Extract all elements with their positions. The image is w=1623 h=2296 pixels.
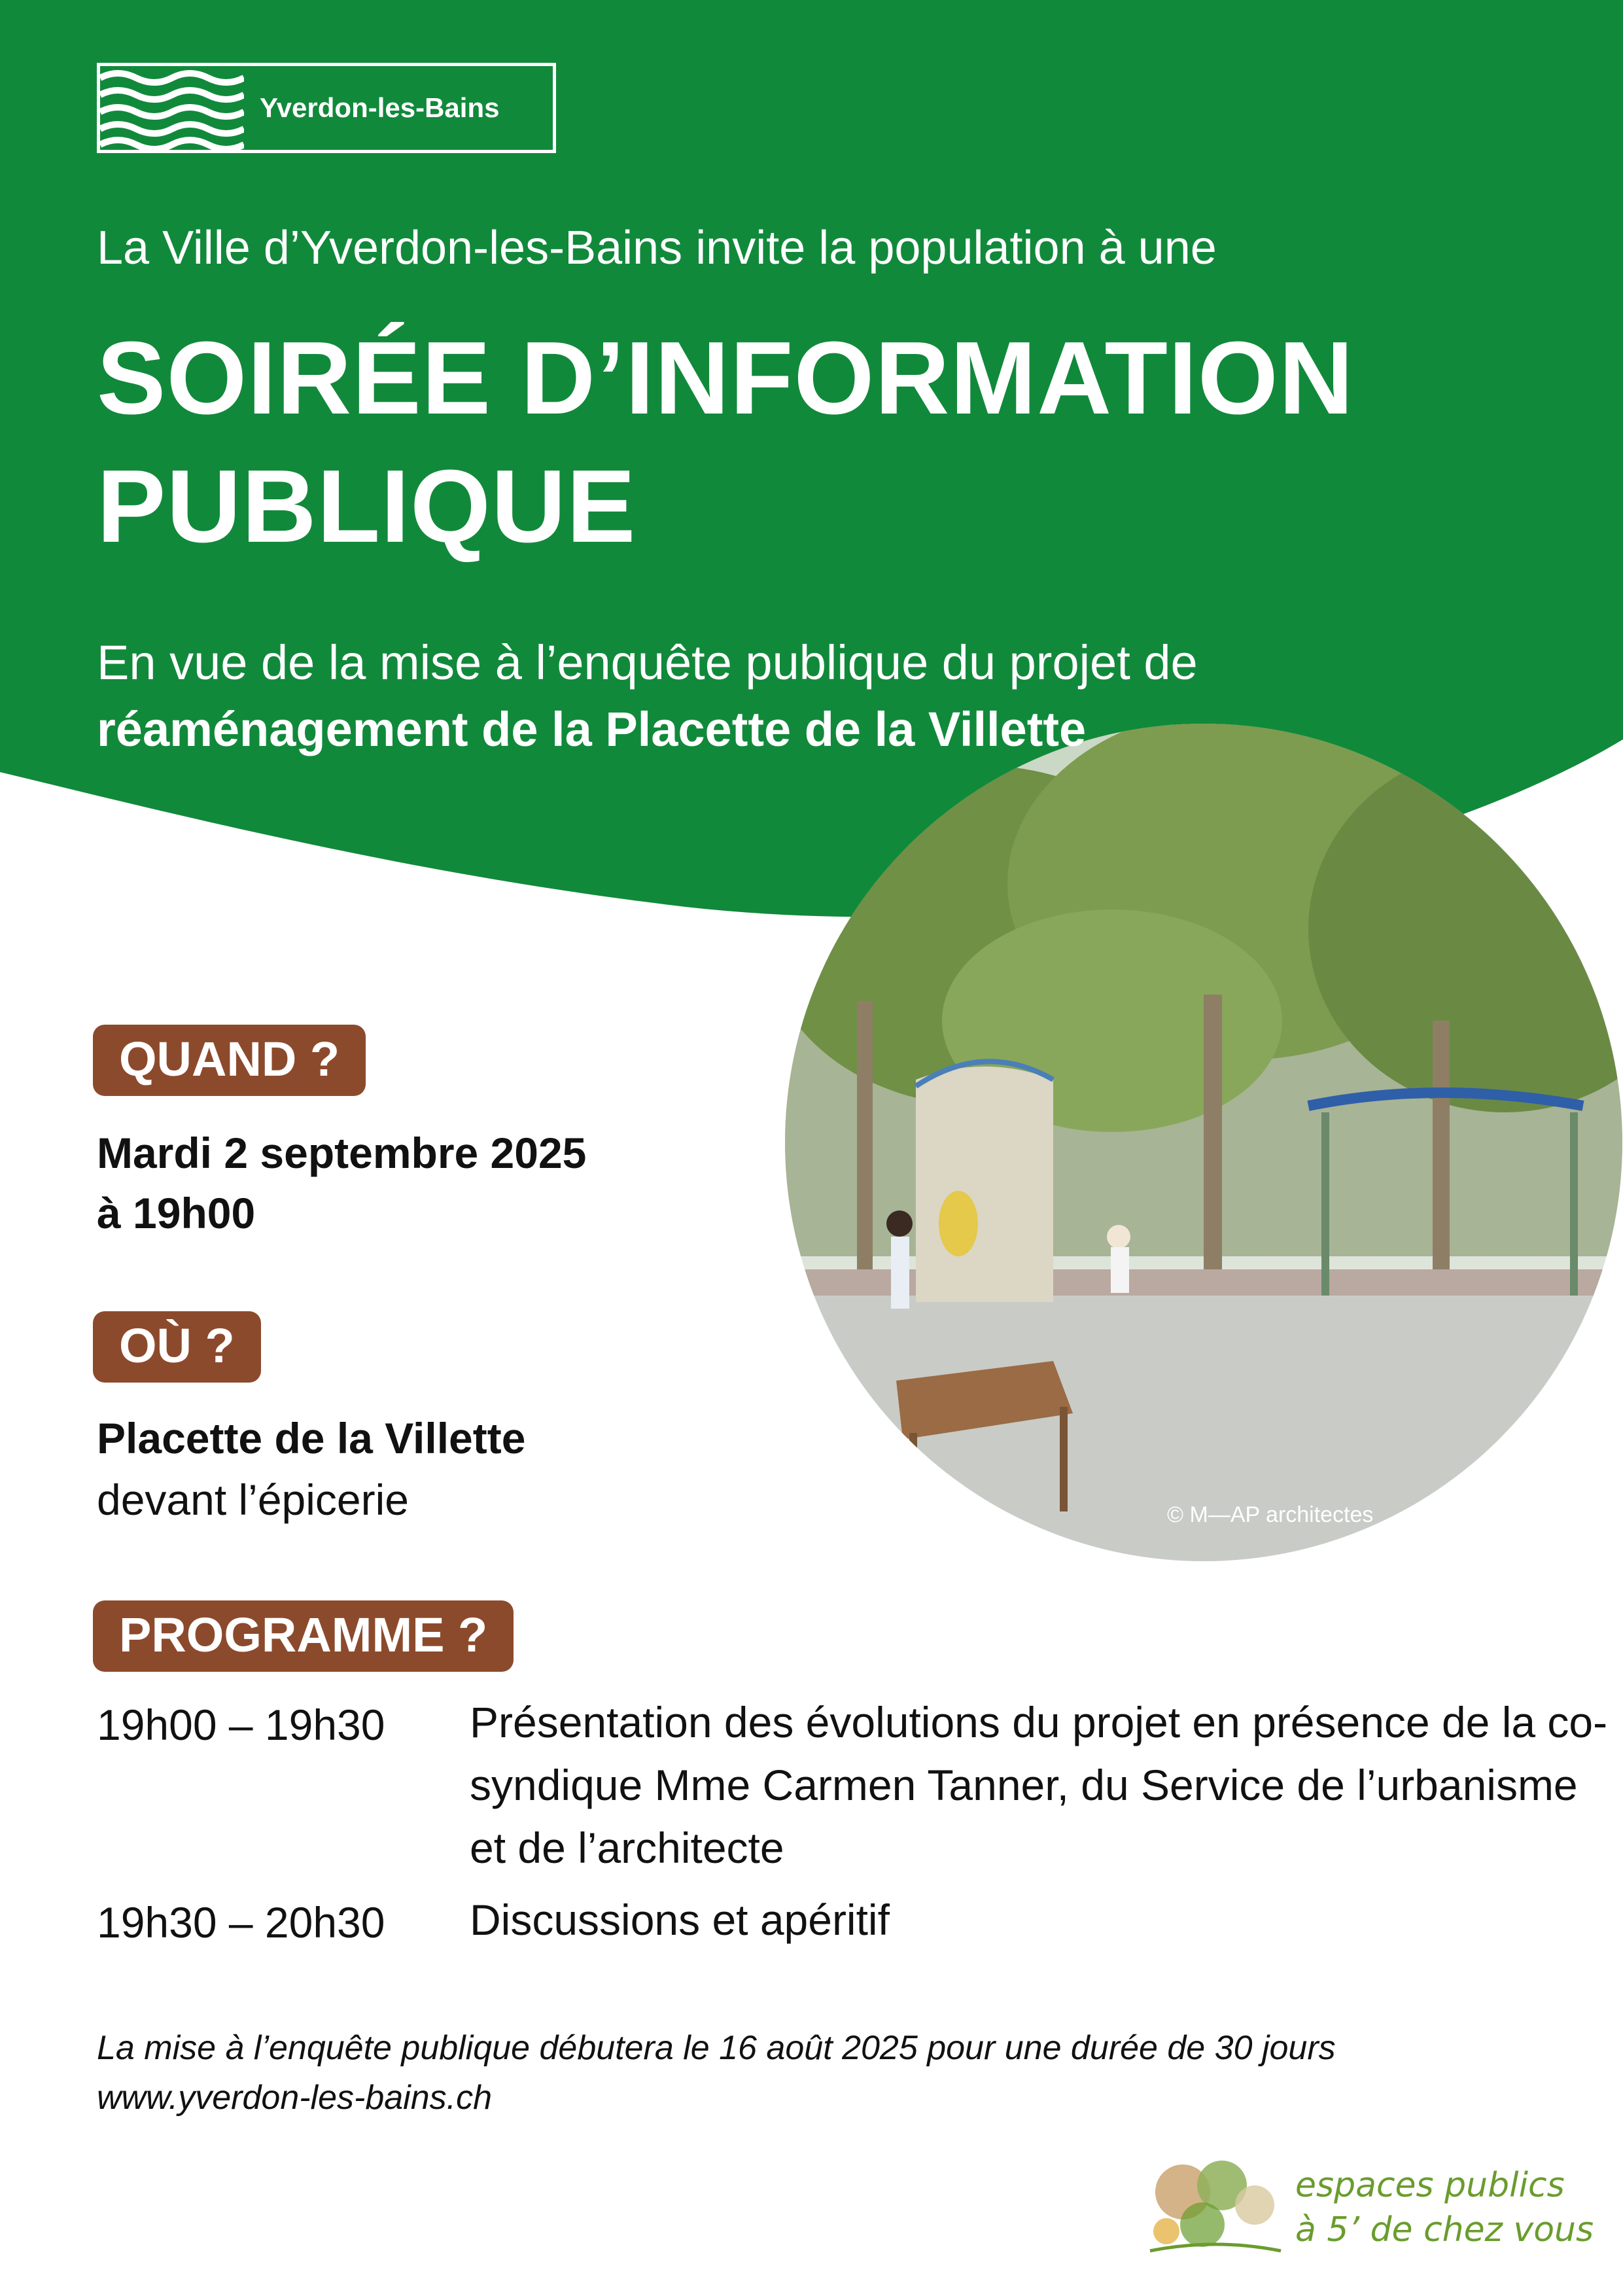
subtitle-line-1: En vue de la mise à l’enquête publique du projet de xyxy=(97,635,1198,690)
event-date: Mardi 2 septembre 2025 xyxy=(97,1129,587,1177)
event-time: à 19h00 xyxy=(97,1189,256,1237)
programme-item xyxy=(97,1898,1621,1951)
when-badge: QUAND ? xyxy=(93,1025,366,1096)
programme-time: 19h30 – 20h30 xyxy=(97,1898,385,1947)
event-place: Placette de la Villette xyxy=(97,1414,526,1462)
programme-desc: Présentation des évolutions du projet en présence de la co-syndique Mme Carmen Tanner, du Service de l’urbanisme et de l’architecte xyxy=(470,1698,1608,1872)
page-title xyxy=(97,314,1354,571)
badge-line-2: à 5’ de chez vous xyxy=(1295,2210,1594,2250)
title-line-2: PUBLIQUE xyxy=(97,449,637,564)
espaces-publics-logo-icon xyxy=(1137,2153,1294,2264)
logo-name: Yverdon-les-Bains xyxy=(260,92,500,123)
photo-credit: © M—AP architectes xyxy=(1167,1502,1374,1527)
programme-desc: Discussions et apéritif xyxy=(470,1896,890,1944)
badge-line-1: espaces publics xyxy=(1295,2166,1565,2205)
programme-badge: PROGRAMME ? xyxy=(93,1600,514,1672)
event-place-detail: devant l’épicerie xyxy=(97,1475,409,1524)
yverdon-logo xyxy=(97,63,556,153)
enquete-note: La mise à l’enquête publique débutera le 16 août 2025 pour une durée de 30 jours xyxy=(97,2029,1336,2067)
wave-logo-icon xyxy=(100,66,244,150)
website-link[interactable]: www.yverdon-les-bains.ch xyxy=(97,2079,493,2117)
programme-item xyxy=(97,1700,1621,1879)
title-line-1: SOIRÉE D’INFORMATION xyxy=(97,321,1354,436)
where-badge: OÙ ? xyxy=(93,1311,261,1383)
intro-text: La Ville d’Yverdon-les-Bains invite la population à une xyxy=(97,222,1217,274)
programme-time: 19h00 – 19h30 xyxy=(97,1701,385,1749)
subtitle-line-2: réaménagement de la Placette de la Villette xyxy=(97,702,1087,756)
